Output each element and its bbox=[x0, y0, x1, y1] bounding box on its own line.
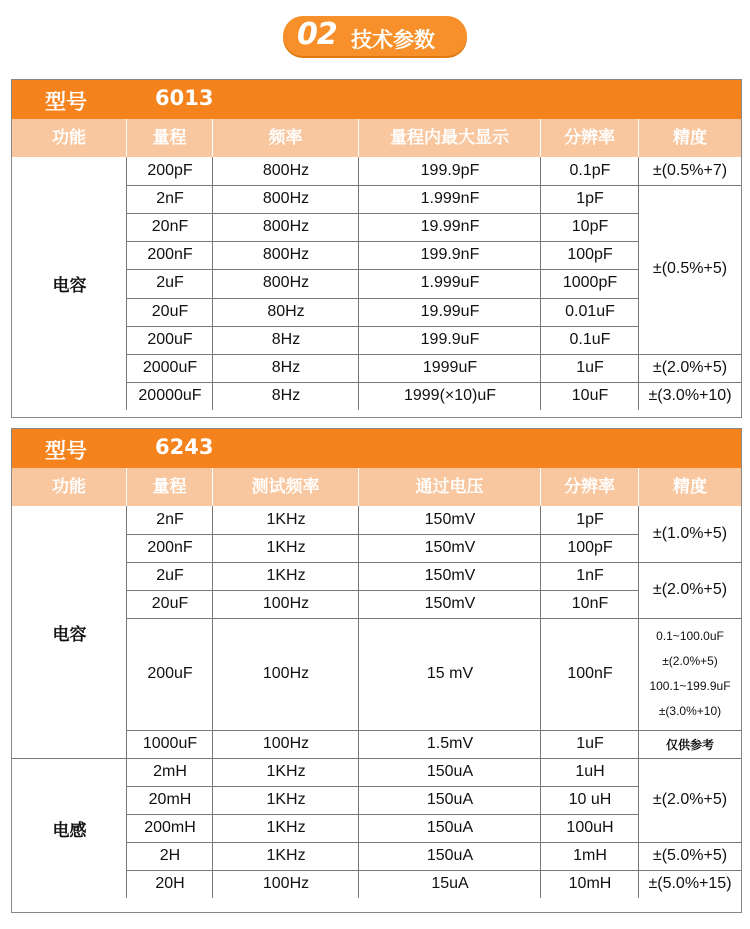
range-cell: 20000uF bbox=[138, 386, 202, 404]
value-cell: 150uA bbox=[426, 791, 474, 808]
header-range: 量程 bbox=[127, 119, 213, 157]
grid-line bbox=[126, 157, 127, 410]
frequency-cell: 800Hz bbox=[262, 190, 310, 208]
accuracy-cell: ±(5.0%+5) bbox=[652, 847, 728, 864]
value-cell: 150mV bbox=[424, 595, 476, 612]
accuracy-cell: ±(5.0%+15) bbox=[648, 875, 732, 892]
value-cell: 150uA bbox=[426, 763, 474, 780]
value-cell: 15 mV bbox=[426, 665, 474, 682]
frequency-cell: 100Hz bbox=[262, 875, 310, 892]
grid-line bbox=[127, 758, 639, 759]
grid-line bbox=[540, 506, 541, 898]
accuracy-cell: ±(1.0%+5) bbox=[652, 525, 728, 542]
value-cell: 15uA bbox=[431, 875, 469, 892]
frequency-cell: 1KHz bbox=[266, 847, 306, 864]
range-cell: 20uF bbox=[151, 595, 189, 612]
model-number: 6243 bbox=[155, 435, 214, 459]
grid-line bbox=[638, 157, 639, 410]
resolution-cell: 1pF bbox=[576, 511, 604, 528]
grid-line bbox=[127, 590, 639, 591]
frequency-cell: 800Hz bbox=[262, 218, 310, 236]
value-cell: 199.9nF bbox=[420, 246, 480, 264]
range-cell: 200nF bbox=[147, 246, 193, 264]
value-cell: 150uA bbox=[426, 819, 474, 836]
model-label: 型号 bbox=[45, 439, 87, 463]
range-cell: 20mH bbox=[148, 791, 192, 808]
section-number: 02 bbox=[297, 17, 337, 52]
resolution-cell: 1mH bbox=[573, 847, 607, 864]
grid-line bbox=[639, 562, 741, 563]
grid-line bbox=[12, 758, 127, 759]
accuracy-cell: ±(0.5%+7) bbox=[652, 162, 728, 180]
grid-line bbox=[127, 269, 639, 270]
value-cell: 150uA bbox=[426, 847, 474, 864]
header-resolution: 分辨率 bbox=[541, 119, 639, 157]
frequency-cell: 100Hz bbox=[262, 665, 310, 682]
value-cell: 150mV bbox=[424, 511, 476, 528]
grid-line bbox=[212, 157, 213, 410]
resolution-cell: 1000pF bbox=[562, 274, 618, 292]
grid-line bbox=[127, 534, 639, 535]
function-cell-inductance: 电感 bbox=[52, 820, 87, 841]
header-max-display: 量程内最大显示 bbox=[359, 119, 541, 157]
range-cell: 2uF bbox=[156, 274, 184, 292]
value-cell: 1999uF bbox=[422, 358, 478, 376]
resolution-cell: 100nF bbox=[567, 665, 613, 682]
resolution-cell: 100uH bbox=[566, 819, 614, 836]
function-cell: 电容 bbox=[52, 275, 87, 296]
model-bar bbox=[12, 429, 741, 468]
header-test-frequency: 测试频率 bbox=[213, 468, 359, 506]
model-label: 型号 bbox=[45, 90, 87, 114]
range-cell: 2nF bbox=[156, 190, 184, 208]
frequency-cell: 800Hz bbox=[262, 246, 310, 264]
range-cell: 200uF bbox=[147, 665, 193, 682]
range-cell: 200nF bbox=[147, 539, 193, 556]
grid-line bbox=[638, 506, 639, 898]
accuracy-cell-reference: 仅供参考 bbox=[665, 737, 714, 752]
grid-line bbox=[127, 814, 639, 815]
range-cell: 1000uF bbox=[142, 735, 198, 752]
resolution-cell: 1pF bbox=[576, 190, 604, 208]
range-cell: 200uF bbox=[147, 330, 193, 348]
resolution-cell: 0.1uF bbox=[569, 330, 611, 348]
value-cell: 1.999uF bbox=[420, 274, 480, 292]
value-cell: 199.9pF bbox=[420, 162, 480, 180]
grid-line bbox=[126, 506, 127, 898]
model-number: 6013 bbox=[155, 86, 214, 110]
resolution-cell: 10 uH bbox=[568, 791, 612, 808]
section-badge bbox=[283, 16, 467, 56]
grid-line bbox=[212, 506, 213, 898]
header-resolution: 分辨率 bbox=[541, 468, 639, 506]
frequency-cell: 100Hz bbox=[262, 595, 310, 612]
grid-line bbox=[127, 842, 639, 843]
value-cell: 199.9uF bbox=[420, 330, 480, 348]
frequency-cell: 1KHz bbox=[266, 539, 306, 556]
range-cell: 2nF bbox=[156, 511, 184, 528]
grid-line bbox=[639, 758, 741, 759]
grid-line bbox=[127, 241, 639, 242]
grid-line bbox=[639, 842, 741, 843]
grid-line bbox=[639, 185, 741, 186]
function-cell-capacitance: 电容 bbox=[52, 624, 87, 645]
frequency-cell: 100Hz bbox=[262, 735, 310, 752]
table-header bbox=[12, 119, 741, 157]
range-cell: 200mH bbox=[144, 819, 196, 836]
range-cell: 2mH bbox=[153, 763, 187, 780]
range-cell: 20nF bbox=[151, 218, 189, 236]
frequency-cell: 1KHz bbox=[266, 819, 306, 836]
model-bar bbox=[12, 80, 741, 119]
accuracy-line: 0.1~100.0uF bbox=[656, 629, 724, 643]
table-header bbox=[12, 468, 741, 506]
frequency-cell: 1KHz bbox=[266, 567, 306, 584]
frequency-cell: 8Hz bbox=[271, 386, 301, 404]
frequency-cell: 80Hz bbox=[267, 302, 305, 320]
value-cell: 19.99nF bbox=[420, 218, 480, 236]
value-cell: 1.999nF bbox=[420, 190, 480, 208]
accuracy-line: ±(3.0%+10) bbox=[658, 704, 722, 718]
frequency-cell: 1KHz bbox=[266, 511, 306, 528]
grid-line bbox=[127, 326, 639, 327]
resolution-cell: 0.1pF bbox=[569, 162, 611, 180]
accuracy-cell-multi bbox=[639, 618, 741, 730]
range-cell: 20H bbox=[155, 875, 185, 892]
grid-line bbox=[127, 618, 639, 619]
value-cell: 150mV bbox=[424, 539, 476, 556]
grid-line bbox=[639, 382, 741, 383]
grid-line bbox=[127, 562, 639, 563]
resolution-cell: 1nF bbox=[576, 567, 604, 584]
grid-line bbox=[639, 730, 741, 731]
grid-line bbox=[127, 185, 639, 186]
header-function: 功能 bbox=[12, 119, 127, 157]
grid-line bbox=[358, 157, 359, 410]
grid-line bbox=[639, 870, 741, 871]
value-cell: 19.99uF bbox=[420, 302, 480, 320]
resolution-cell: 1uF bbox=[576, 735, 604, 752]
resolution-cell: 100pF bbox=[567, 246, 613, 264]
accuracy-cell: ±(0.5%+5) bbox=[652, 260, 728, 278]
frequency-cell: 800Hz bbox=[262, 162, 310, 180]
header-test-level: 通过电压 bbox=[359, 468, 541, 506]
grid-line bbox=[639, 618, 741, 619]
resolution-cell: 1uF bbox=[576, 358, 604, 376]
accuracy-line: ±(2.0%+5) bbox=[662, 654, 718, 668]
value-cell: 1999(×10)uF bbox=[403, 386, 497, 404]
resolution-cell: 10nF bbox=[571, 595, 609, 612]
resolution-cell: 10pF bbox=[571, 218, 609, 236]
spec-table-6013 bbox=[11, 79, 742, 418]
grid-line bbox=[127, 213, 639, 214]
resolution-cell: 100pF bbox=[567, 539, 613, 556]
grid-line bbox=[358, 506, 359, 898]
accuracy-cell: ±(2.0%+5) bbox=[652, 581, 728, 598]
grid-line bbox=[639, 354, 741, 355]
resolution-cell: 10mH bbox=[568, 875, 612, 892]
value-cell: 150mV bbox=[424, 567, 476, 584]
frequency-cell: 1KHz bbox=[266, 763, 306, 780]
grid-line bbox=[127, 730, 639, 731]
resolution-cell: 10uF bbox=[571, 386, 609, 404]
frequency-cell: 8Hz bbox=[271, 330, 301, 348]
frequency-cell: 8Hz bbox=[271, 358, 301, 376]
range-cell: 20uF bbox=[151, 302, 189, 320]
accuracy-cell: ±(2.0%+5) bbox=[652, 358, 728, 376]
header-function: 功能 bbox=[12, 468, 127, 506]
grid-line bbox=[127, 786, 639, 787]
header-accuracy: 精度 bbox=[673, 128, 707, 148]
header-frequency: 频率 bbox=[213, 119, 359, 157]
header-accuracy: 精度 bbox=[673, 477, 707, 497]
section-title: 技术参数 bbox=[351, 28, 435, 52]
accuracy-cell: ±(3.0%+10) bbox=[648, 386, 732, 404]
header-range: 量程 bbox=[127, 468, 213, 506]
accuracy-line: 100.1~199.9uF bbox=[649, 679, 731, 693]
grid-line bbox=[127, 870, 639, 871]
grid-line bbox=[127, 298, 639, 299]
resolution-cell: 1uH bbox=[575, 763, 605, 780]
range-cell: 2000uF bbox=[142, 358, 198, 376]
spec-table-6243 bbox=[11, 428, 742, 913]
frequency-cell: 1KHz bbox=[266, 791, 306, 808]
grid-line bbox=[540, 157, 541, 410]
range-cell: 2H bbox=[159, 847, 181, 864]
resolution-cell: 0.01uF bbox=[565, 302, 615, 320]
range-cell: 2uF bbox=[156, 567, 184, 584]
frequency-cell: 800Hz bbox=[262, 274, 310, 292]
accuracy-cell: ±(2.0%+5) bbox=[652, 791, 728, 808]
range-cell: 200pF bbox=[147, 162, 193, 180]
value-cell: 1.5mV bbox=[426, 735, 474, 752]
grid-line bbox=[127, 354, 639, 355]
grid-line bbox=[127, 382, 639, 383]
